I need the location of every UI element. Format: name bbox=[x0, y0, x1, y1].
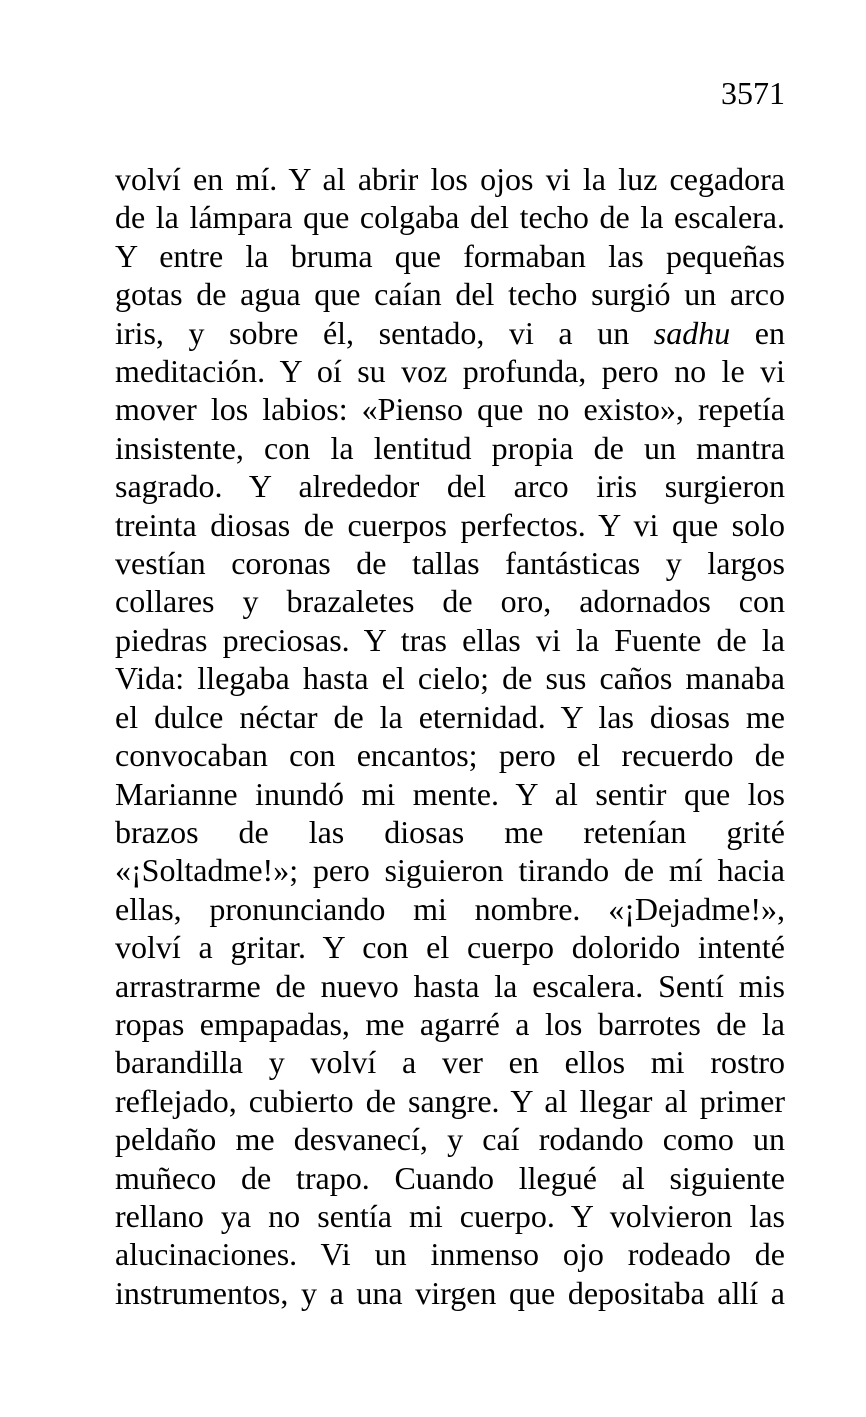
text-segment: de la lámpara que colgaba del techo de la escalera. bbox=[115, 199, 785, 236]
text-line bbox=[115, 1043, 785, 1081]
text-line bbox=[115, 1159, 785, 1197]
page-number: 3571 bbox=[721, 75, 785, 111]
italic-text-segment: sadhu bbox=[653, 314, 731, 351]
text-line bbox=[115, 736, 785, 774]
text-segment: meditación. Y oí su voz profunda, pero no le vi bbox=[115, 353, 785, 390]
text-segment: sagrado. Y alrededor del arco iris surgieron bbox=[115, 468, 785, 505]
text-segment: barandilla y volví a ver en ellos mi rostro bbox=[115, 1044, 785, 1081]
text-line bbox=[115, 352, 785, 390]
text-line bbox=[115, 1197, 785, 1235]
text-line bbox=[115, 967, 785, 1005]
text-segment: volví en mí. Y al abrir los ojos vi la luz cegadora bbox=[115, 161, 785, 197]
text-line bbox=[115, 851, 785, 889]
text-segment: volví a gritar. Y con el cuerpo dolorido intenté bbox=[115, 929, 785, 966]
text-line bbox=[115, 429, 785, 467]
text-line bbox=[115, 1274, 785, 1312]
text-segment: iris, y sobre él, sentado, vi a un bbox=[115, 314, 654, 351]
text-line bbox=[115, 237, 785, 275]
text-segment: el dulce néctar de la eternidad. Y las diosas me bbox=[115, 698, 785, 735]
text-segment: convocaban con encantos; pero el recuerdo de bbox=[115, 737, 785, 774]
text-segment: gotas de agua que caían del techo surgió un arco bbox=[115, 276, 785, 313]
text-segment: mover los labios: «Pienso que no existo», repetía bbox=[115, 391, 785, 428]
text-line bbox=[115, 659, 785, 697]
text-segment: vestían coronas de tallas fantásticas y largos bbox=[115, 545, 785, 582]
text-segment: instrumentos, y a una virgen que depositaba allí a bbox=[115, 1274, 785, 1311]
body-text bbox=[115, 160, 785, 1312]
text-line bbox=[115, 582, 785, 620]
text-line bbox=[115, 1120, 785, 1158]
text-segment: alucinaciones. Vi un inmenso ojo rodeado de bbox=[115, 1236, 785, 1273]
text-segment: ellas, pronunciando mi nombre. «¡Dejadme!», bbox=[115, 890, 785, 927]
text-segment: piedras preciosas. Y tras ellas vi la Fuente de la bbox=[115, 621, 785, 658]
text-segment: collares y brazaletes de oro, adornados con bbox=[115, 583, 785, 620]
text-line bbox=[115, 928, 785, 966]
text-line bbox=[115, 775, 785, 813]
text-line bbox=[115, 544, 785, 582]
text-segment: rellano ya no sentía mi cuerpo. Y volvieron las bbox=[115, 1197, 785, 1234]
text-line bbox=[115, 314, 785, 352]
text-line bbox=[115, 621, 785, 659]
text-line bbox=[115, 1235, 785, 1273]
text-segment: arrastrarme de nuevo hasta la escalera. Sentí mis bbox=[115, 967, 785, 1004]
text-line bbox=[115, 198, 785, 236]
text-segment: brazos de las diosas me retenían grité bbox=[115, 813, 785, 850]
text-segment: muñeco de trapo. Cuando llegué al siguiente bbox=[115, 1159, 785, 1196]
text-line bbox=[115, 506, 785, 544]
text-line bbox=[115, 813, 785, 851]
text-segment: Y entre la bruma que formaban las pequeñas bbox=[115, 237, 785, 274]
text-segment: en bbox=[730, 314, 785, 351]
text-segment: «¡Soltadme!»; pero siguieron tirando de mí hacia bbox=[115, 852, 785, 889]
text-line bbox=[115, 275, 785, 313]
text-line bbox=[115, 698, 785, 736]
text-segment: Marianne inundó mi mente. Y al sentir que los bbox=[115, 775, 785, 812]
text-segment: ropas empapadas, me agarré a los barrotes de la bbox=[115, 1005, 785, 1042]
text-segment: peldaño me desvanecí, y caí rodando como un bbox=[115, 1121, 785, 1158]
text-segment: insistente, con la lentitud propia de un mantra bbox=[115, 429, 785, 466]
text-line bbox=[115, 1005, 785, 1043]
text-line bbox=[115, 390, 785, 428]
text-segment: reflejado, cubierto de sangre. Y al llegar al primer bbox=[115, 1082, 785, 1119]
text-segment: treinta diosas de cuerpos perfectos. Y vi que solo bbox=[115, 506, 785, 543]
text-line bbox=[115, 467, 785, 505]
text-segment: Vida: llegaba hasta el cielo; de sus caños manaba bbox=[115, 660, 785, 697]
text-line bbox=[115, 160, 785, 198]
text-line bbox=[115, 890, 785, 928]
text-line bbox=[115, 1082, 785, 1120]
